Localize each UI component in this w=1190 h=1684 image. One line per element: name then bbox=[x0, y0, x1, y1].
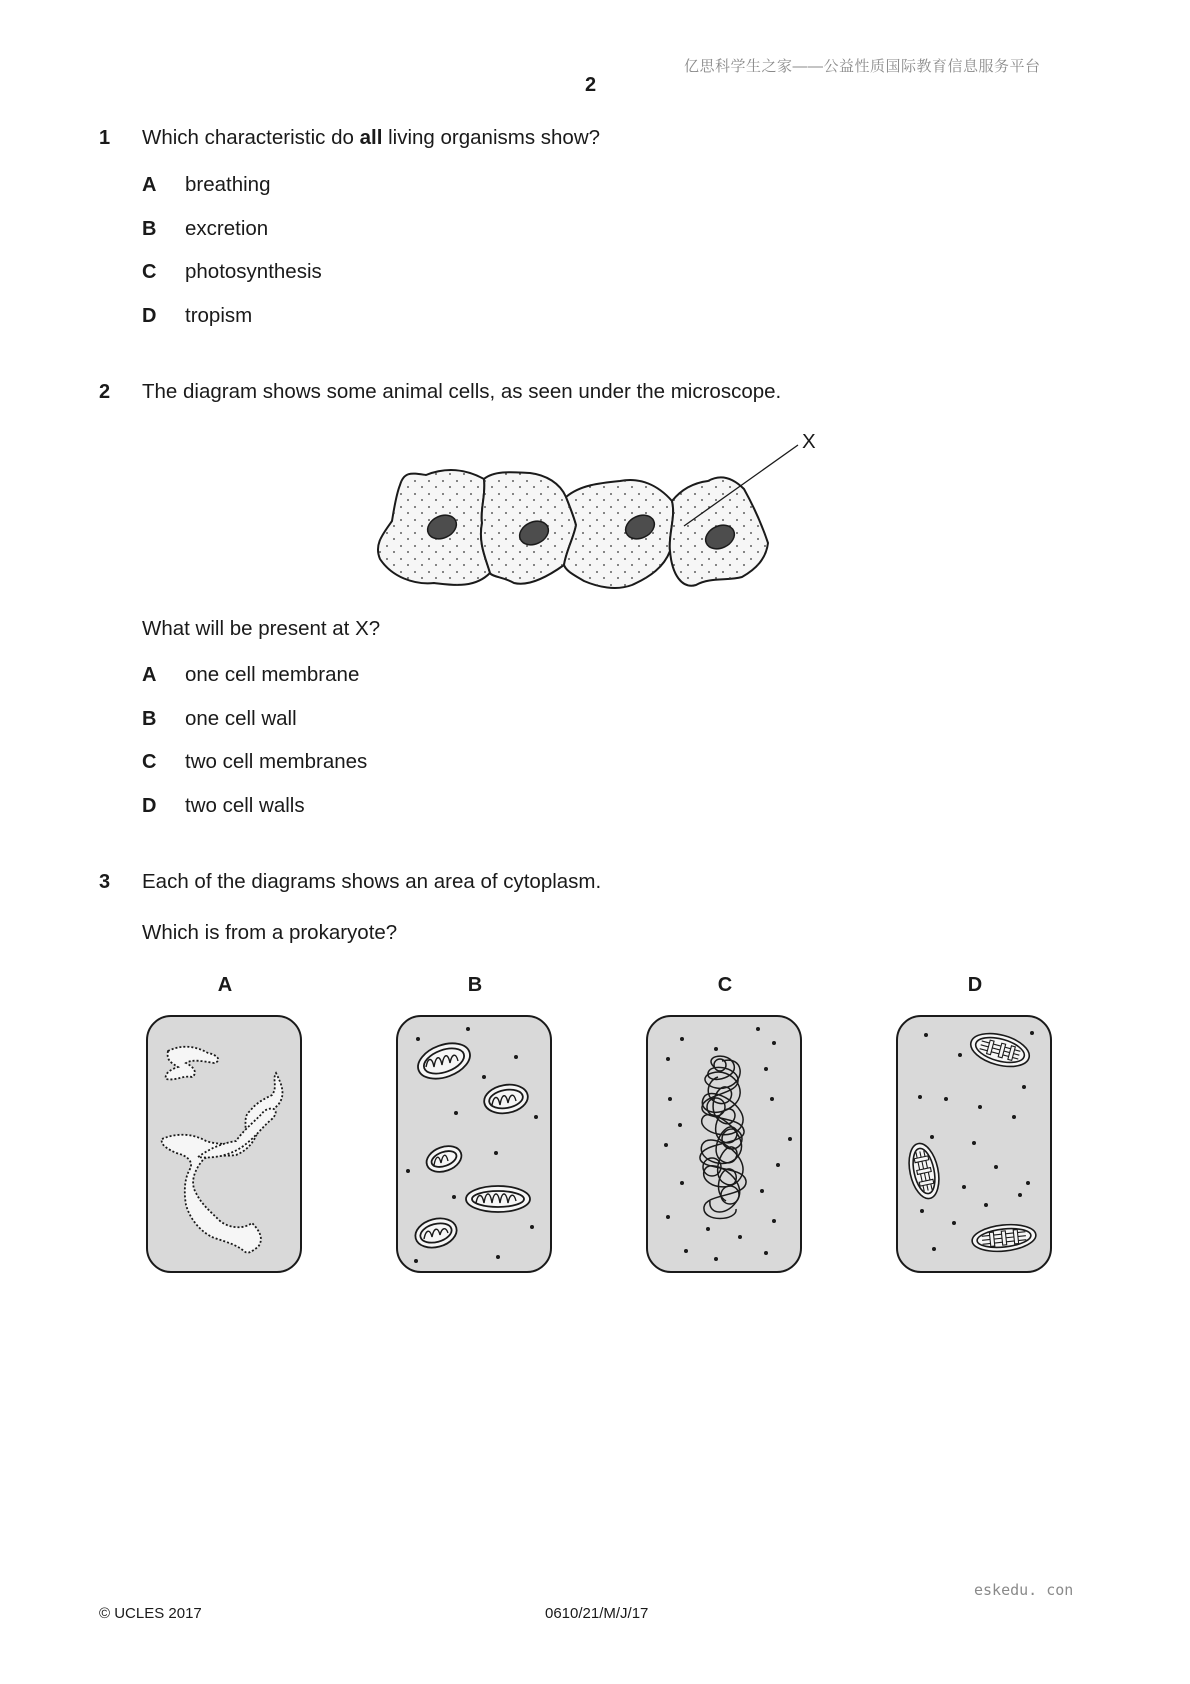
question-2-text: The diagram shows some animal cells, as seen under the microscope. bbox=[142, 380, 782, 403]
question-2-prompt: What will be present at X? bbox=[142, 617, 381, 640]
question-2-number: 2 bbox=[99, 381, 111, 403]
q1-option-d-letter: D bbox=[142, 305, 157, 327]
paper-code: 0610/21/M/J/17 bbox=[545, 1605, 649, 1622]
q2-option-c-letter: C bbox=[142, 751, 157, 773]
question-3-text: Each of the diagrams shows an area of cytoplasm. bbox=[142, 870, 602, 893]
page-number: 2 bbox=[585, 74, 597, 96]
cytoplasm-diagram-c bbox=[646, 1015, 802, 1273]
diagram-d-label: D bbox=[967, 974, 983, 996]
q2-option-a-text: one cell membrane bbox=[185, 663, 360, 686]
question-3-prompt: Which is from a prokaryote? bbox=[142, 921, 398, 944]
cytoplasm-diagram-b bbox=[396, 1015, 552, 1273]
question-1-text: Which characteristic do all living organisms show? bbox=[142, 126, 601, 149]
question-3-number: 3 bbox=[99, 871, 111, 893]
question-1-number: 1 bbox=[99, 127, 111, 149]
footer-watermark: eskedu. con bbox=[974, 1581, 1074, 1599]
q2-option-a-letter: A bbox=[142, 664, 157, 686]
q2-option-c-text: two cell membranes bbox=[185, 750, 368, 773]
diagram-label-x: X bbox=[802, 430, 816, 453]
mitochondrion-4 bbox=[466, 1186, 530, 1212]
q1-option-a-text: breathing bbox=[185, 173, 271, 196]
header-watermark: 亿思科学生之家——公益性质国际教育信息服务平台 bbox=[684, 58, 1041, 75]
q1-option-b-letter: B bbox=[142, 218, 157, 240]
q1-option-c-text: photosynthesis bbox=[185, 260, 322, 283]
q2-option-d-letter: D bbox=[142, 795, 157, 817]
cytoplasm-diagram-a bbox=[146, 1015, 302, 1273]
diagram-c-label: C bbox=[717, 974, 733, 996]
diagram-b-label: B bbox=[467, 974, 483, 996]
q1-option-c-letter: C bbox=[142, 261, 157, 283]
q1-option-d-text: tropism bbox=[185, 304, 253, 327]
cytoplasm-diagram-d bbox=[896, 1015, 1052, 1273]
question-1-emphasis: all bbox=[359, 126, 383, 149]
diagram-a-label: A bbox=[217, 974, 233, 996]
q1-option-b-text: excretion bbox=[185, 217, 269, 240]
copyright: © UCLES 2017 bbox=[99, 1605, 202, 1622]
q1-option-a-letter: A bbox=[142, 174, 157, 196]
q2-option-b-text: one cell wall bbox=[185, 707, 297, 730]
animal-cells-diagram bbox=[370, 425, 810, 595]
q2-option-b-letter: B bbox=[142, 708, 157, 730]
q2-option-d-text: two cell walls bbox=[185, 794, 305, 817]
